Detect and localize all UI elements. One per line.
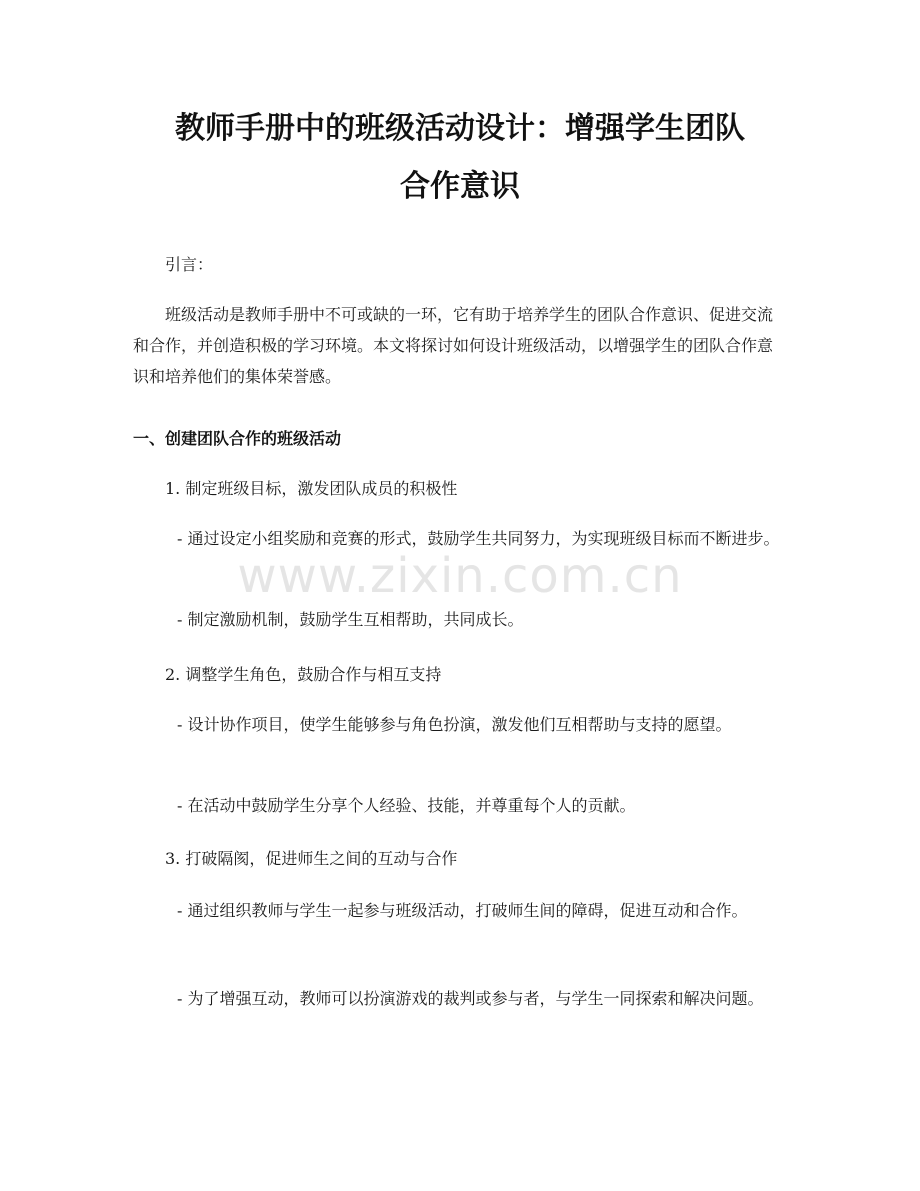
item-2-heading: 2. 调整学生角色，鼓励合作与相互支持 bbox=[165, 665, 442, 684]
section-1-heading: 一、创建团队合作的班级活动 bbox=[133, 429, 342, 448]
item-1-point-2: - 制定激励机制，鼓励学生互相帮助，共同成长。 bbox=[177, 610, 524, 629]
item-1-point-1: - 通过设定小组奖励和竞赛的形式，鼓励学生共同努力，为实现班级目标而不断进步。 bbox=[177, 529, 780, 548]
item-3-point-1: - 通过组织教师与学生一起参与班级活动，打破师生间的障碍，促进互动和合作。 bbox=[177, 901, 748, 920]
item-2-point-2: - 在活动中鼓励学生分享个人经验、技能，并尊重每个人的贡献。 bbox=[177, 796, 636, 815]
title-line-1: 教师手册中的班级活动设计：增强学生团队 bbox=[175, 111, 745, 146]
item-1-heading: 1. 制定班级目标，激发团队成员的积极性 bbox=[165, 479, 458, 498]
document-title bbox=[120, 100, 800, 216]
intro-label: 引言： bbox=[165, 255, 214, 274]
title-line-2: 合作意识 bbox=[400, 169, 520, 204]
intro-paragraph: 班级活动是教师手册中不可或缺的一环，它有助于培养学生的团队合作意识、促进交流和合作，并创造积极的学习环境。本文将探讨如何设计班级活动，以增强学生的团队合作意识和培养他们的集体荣誉感。 bbox=[133, 305, 774, 386]
item-3-heading: 3. 打破隔阂，促进师生之间的互动与合作 bbox=[165, 849, 458, 868]
watermark: www.zixin.com.cn bbox=[237, 548, 683, 604]
item-2-point-1: - 设计协作项目，使学生能够参与角色扮演，激发他们互相帮助与支持的愿望。 bbox=[177, 715, 732, 734]
item-3-point-2: - 为了增强互动，教师可以扮演游戏的裁判或参与者，与学生一同探索和解决问题。 bbox=[177, 989, 764, 1008]
